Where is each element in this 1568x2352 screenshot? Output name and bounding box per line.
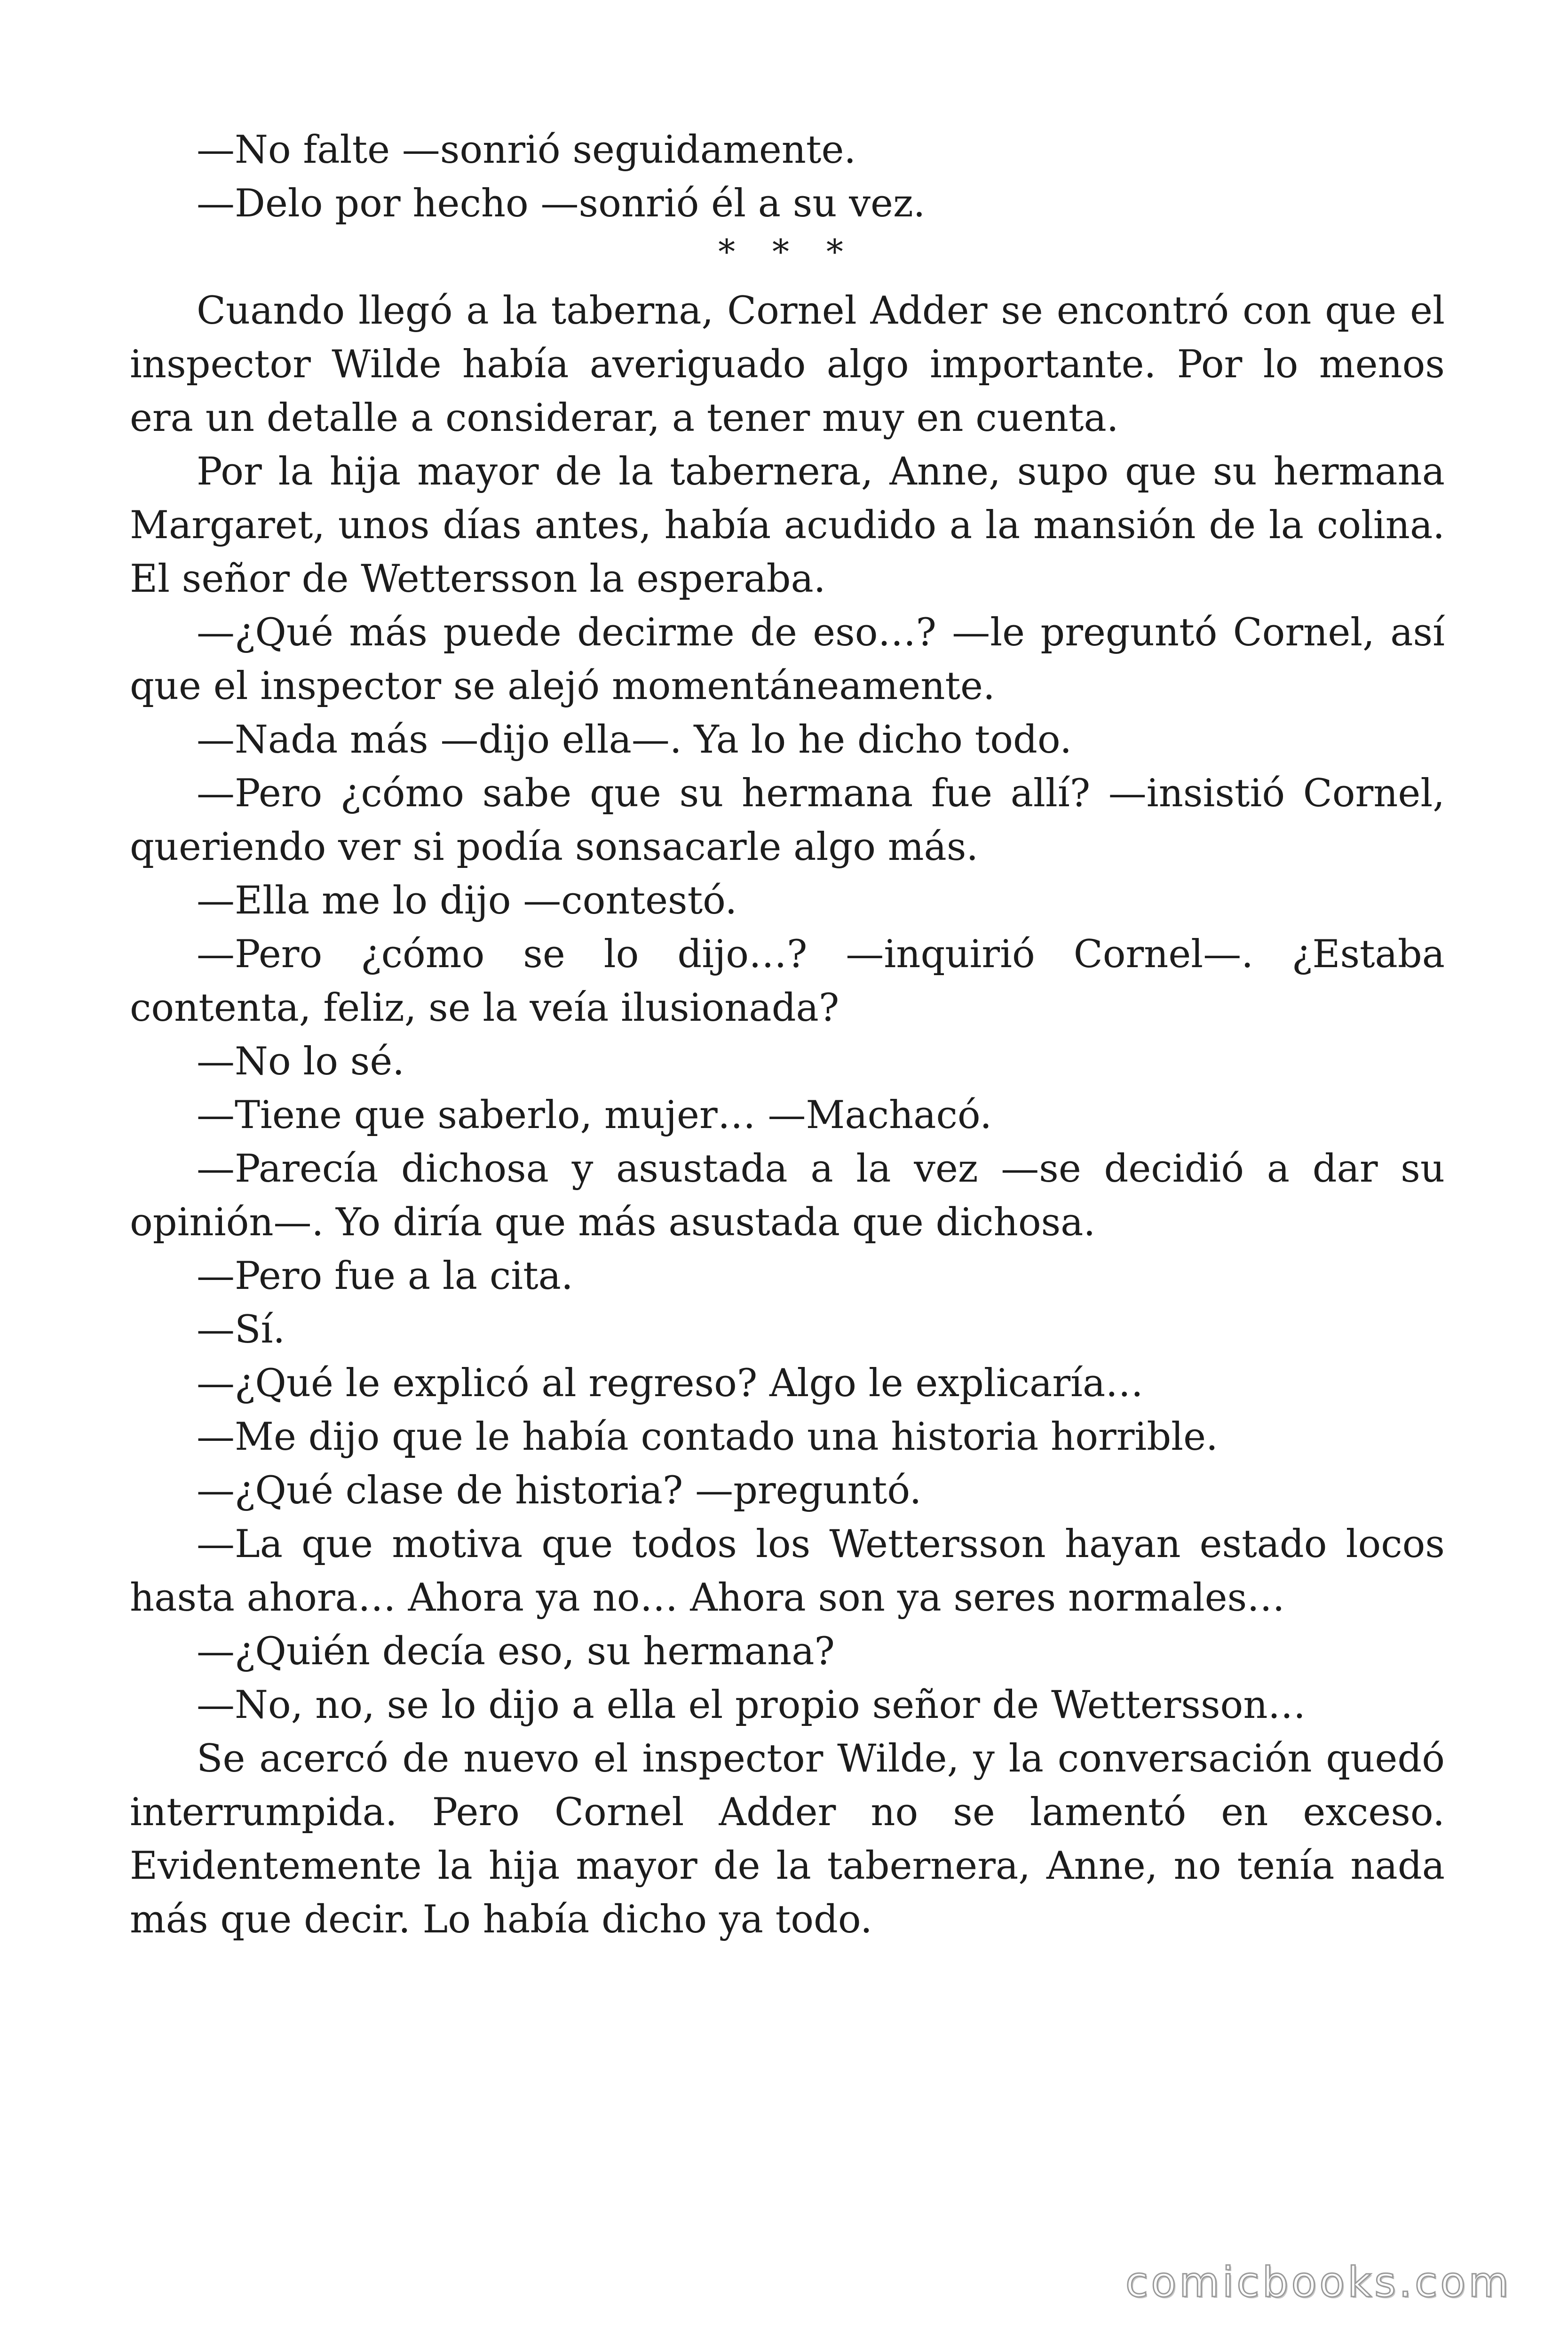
paragraph: —Ella me lo dijo —contestó. <box>197 879 737 923</box>
paragraph: —¿Qué clase de historia? —preguntó. <box>197 1469 922 1513</box>
paragraph: —Parecía dichosa y asustada a la vez —se decidió a dar su opinión—. Yo diría que más asustada que dichosa. <box>130 1147 1445 1245</box>
paragraph: —Sí. <box>197 1308 285 1352</box>
paragraph: —Delo por hecho —sonrió él a su vez. <box>197 182 926 226</box>
paragraph: Se acercó de nuevo el inspector Wilde, y la conversación quedó interrumpida. Pero Cornel Adder no se lamentó en exceso. Evidentemente la hija mayor de la tabernera, Anne, no tenía nada más que decir. Lo había dicho ya todo. <box>130 1737 1445 1942</box>
paragraph: —Nada más —dijo ella—. Ya lo he dicho todo. <box>197 718 1072 762</box>
paragraph: —No, no, se lo dijo a ella el propio señor de Wettersson… <box>197 1683 1306 1727</box>
paragraph: —¿Qué le explicó al regreso? Algo le explicaría… <box>197 1361 1144 1406</box>
paragraph: —¿Qué más puede decirme de eso…? —le preguntó Cornel, así que el inspector se alejó momentáneamente. <box>130 611 1445 708</box>
paragraph: —Pero ¿cómo se lo dijo…? —inquirió Cornel—. ¿Estaba contenta, feliz, se la veía ilusionada? <box>130 932 1445 1030</box>
body-text <box>130 123 1445 1947</box>
paragraph: —Pero fue a la cita. <box>197 1254 573 1298</box>
watermark: comicbooks.com <box>1125 2258 1512 2306</box>
paragraph: Por la hija mayor de la tabernera, Anne, supo que su hermana Margaret, unos días antes, había acudido a la mansión de la colina. El señor de Wettersson la esperaba. <box>130 450 1445 601</box>
paragraph: —¿Quién decía eso, su hermana? <box>197 1629 835 1674</box>
paragraph: —Pero ¿cómo sabe que su hermana fue allí? —insistió Cornel, queriendo ver si podía sonsacarle algo más. <box>130 771 1445 869</box>
paragraph: —La que motiva que todos los Wettersson hayan estado locos hasta ahora… Ahora ya no… Ahora son ya seres normales… <box>130 1522 1445 1620</box>
paragraph: —No falte —sonrió seguidamente. <box>197 128 856 172</box>
scene-separator: * * * <box>718 232 856 271</box>
paragraph: —Tiene que saberlo, mujer… —Machacó. <box>197 1093 992 1137</box>
paragraph: —No lo sé. <box>197 1040 405 1084</box>
paragraph: Cuando llegó a la taberna, Cornel Adder se encontró con que el inspector Wilde había averiguado algo importante. Por lo menos era un detalle a considerar, a tener muy en cuenta. <box>130 289 1445 440</box>
paragraph: —Me dijo que le había contado una historia horrible. <box>197 1415 1218 1459</box>
